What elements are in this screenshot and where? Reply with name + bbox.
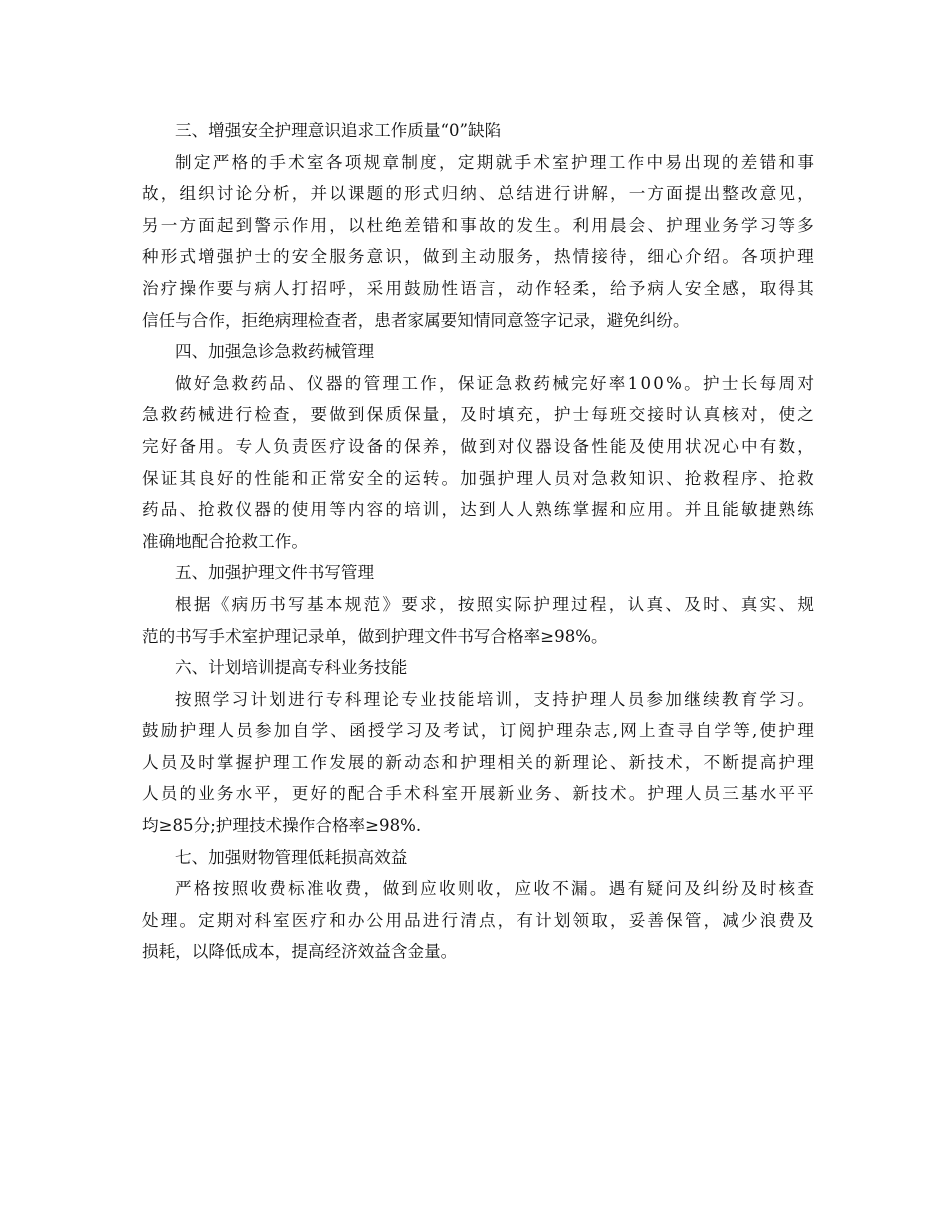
paragraph-line: 损耗，以降低成本，提高经济效益含金量。: [142, 942, 458, 962]
paragraph-line: 做 好 急 救 药 品 、 仪 器 的 管 理 工 作 ， 保 证 急 救 药 械 完 好 率 1 0 0 % 。 护 士 长 每 周 对: [175, 373, 814, 393]
paragraph-line: 处 理 。 定 期 对 科 室 医 疗 和 办 公 用 品 进 行 清 点 ， 有 计 划 领 取 ， 妥 善 保 管 ， 减 少 浪 费 及: [142, 910, 814, 930]
paragraph-line: 另 一 方 面 起 到 警 示 作 用 ， 以 杜 绝 差 错 和 事 故 的 发 生 。 利 用 晨 会 、 护 理 业 务 学 习 等 多: [142, 215, 814, 235]
section-heading: 六、计划培训提高专科业务技能: [175, 658, 408, 678]
paragraph-line: 治 疗 操 作 要 与 病 人 打 招 呼 ， 采 用 鼓 励 性 语 言 ， 动 作 轻 柔 ， 给 予 病 人 安 全 感 ， 取 得 其: [142, 278, 814, 298]
paragraph-line: 严 格 按 照 收 费 标 准 收 费 ， 做 到 应 收 则 收 ， 应 收 不 漏 。 遇 有 疑 问 及 纠 纷 及 时 核 查: [175, 879, 814, 899]
section-heading: 三、增强安全护理意识追求工作质量“0”缺陷: [175, 121, 502, 140]
paragraph-line: 制 定 严 格 的 手 术 室 各 项 规 章 制 度 ， 定 期 就 手 术 室 护 理 工 作 中 易 出 现 的 差 错 和 事: [175, 152, 814, 172]
paragraph-line: 种 形 式 增 强 护 士 的 安 全 服 务 意 识 ， 做 到 主 动 服 务 ， 热 情 接 待 ， 细 心 介 绍 。 各 项 护 理: [142, 247, 814, 267]
paragraph-line: 鼓 励 护 理 人 员 参 加 自 学 、 函 授 学 习 及 考 试 ， 订 阅 护 理 杂 志 , 网 上 查 寻 自 学 等 , 使 护 理: [142, 721, 814, 741]
paragraph-line: 按 照 学 习 计 划 进 行 专 科 理 论 专 业 技 能 培 训 ， 支 持 护 理 人 员 参 加 继 续 教 育 学 习 。: [175, 689, 814, 709]
paragraph-line: 故 ， 组 织 讨 论 分 析 ， 并 以 课 题 的 形 式 归 纳 、 总 结 进 行 讲 解 ， 一 方 面 提 出 整 改 意 见 ，: [142, 184, 814, 204]
paragraph-line: 药 品 、 抢 救 仪 器 的 使 用 等 内 容 的 培 训 ， 达 到 人 人 熟 练 掌 握 和 应 用 。 并 且 能 敏 捷 熟 练: [142, 500, 814, 520]
paragraph-line: 准确地配合抢救工作。: [142, 531, 308, 551]
paragraph-line: 急 救 药 械 进 行 检 查 ， 要 做 到 保 质 保 量 ， 及 时 填 充 ， 护 士 每 班 交 接 时 认 真 核 对 ， 使 之: [142, 405, 814, 425]
paragraph-line: 完 好 备 用 。 专 人 负 责 医 疗 设 备 的 保 养 ， 做 到 对 仪 器 设 备 性 能 及 使 用 状 况 心 中 有 数 ，: [142, 436, 814, 456]
paragraph-line: 均≥85分;护理技术操作合格率≥98%.: [142, 816, 422, 836]
paragraph-line: 范的书写手术室护理记录单，做到护理文件书写合格率≥98%。: [142, 626, 608, 646]
section-heading: 四、加强急诊急救药械管理: [175, 342, 375, 362]
section-heading: 五、加强护理文件书写管理: [175, 563, 375, 583]
document-page: [142, 115, 814, 968]
section-heading: 七、加强财物管理低耗损高效益: [175, 847, 408, 867]
paragraph-line: 保 证 其 良 好 的 性 能 和 正 常 安 全 的 运 转 。 加 强 护 理 人 员 对 急 救 知 识 、 抢 救 程 序 、 抢 救: [142, 468, 814, 488]
paragraph-line: 人 员 的 业 务 水 平 ， 更 好 的 配 合 手 术 科 室 开 展 新 业 务 、 新 技 术 。 护 理 人 员 三 基 水 平 平: [142, 784, 814, 804]
paragraph-line: 信任与合作，拒绝病理检查者，患者家属要知情同意签字记录，避免纠纷。: [142, 310, 690, 330]
paragraph-line: 根 据 《 病 历 书 写 基 本 规 范 》 要 求 ， 按 照 实 际 护 理 过 程 ， 认 真 、 及 时 、 真 实 、 规: [175, 594, 814, 614]
paragraph-line: 人 员 及 时 掌 握 护 理 工 作 发 展 的 新 动 态 和 护 理 相 关 的 新 理 论 、 新 技 术 ， 不 断 提 高 护 理: [142, 752, 814, 772]
